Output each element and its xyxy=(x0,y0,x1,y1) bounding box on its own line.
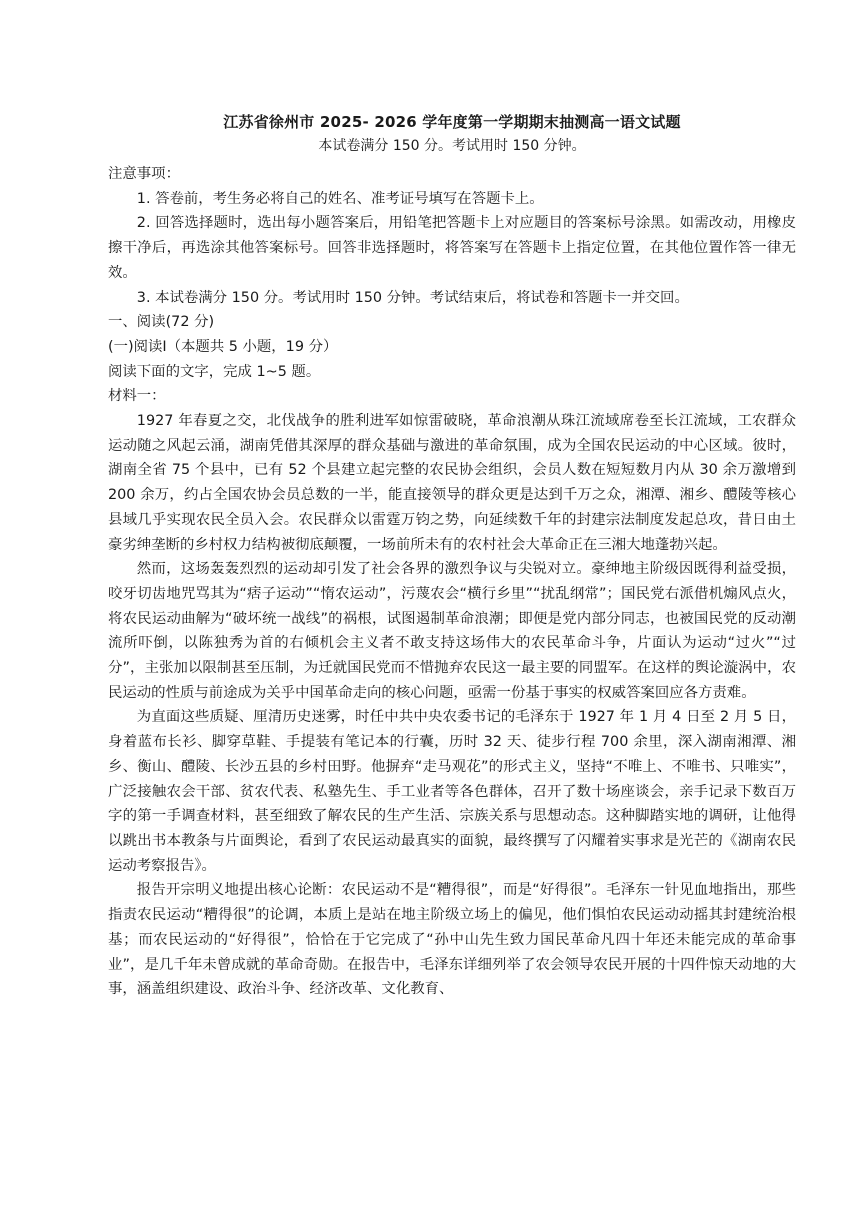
material-label: 材料一： xyxy=(108,388,166,405)
reading-instruction: 阅读下面的文字，完成 1~5 题。 xyxy=(108,363,321,380)
exam-subtitle: 本试卷满分 150 分。考试用时 150 分钟。 xyxy=(318,138,586,154)
exam-page xyxy=(108,110,796,1002)
body-paragraph: 然而，这场轰轰烈烈的运动却引发了社会各界的激烈争议与尖锐对立。豪绅地主阶级因既得利益受损，咬牙切齿地咒骂其为“痞子运动”“惰农运动”，污蔑农会“横行乡里”“扰乱纲常”；国民党右派借机煽风点火，将农民运动曲解为“破坏统一战线”的祸根，试图遏制革命浪潮；即便是党内部分同志，也被国民党的反动潮流所吓倒，以陈独秀为首的右倾机会主义者不敢支持这场伟大的农民革命斗争，片面认为运动“过火”“过分”，主张加以限制甚至压制，为迁就国民党而不惜抛弃农民这一最主要的同盟军。在这样的舆论漩涡中，农民运动的性质与前途成为关乎中国革命走向的核心问题，亟需一份基于事实的权威答案回应各方责难。 xyxy=(108,561,796,701)
notice-item-3: 3. 本试卷满分 150 分。考试用时 150 分钟。考试结束后，将试卷和答题卡一并交回。 xyxy=(136,289,689,306)
notice-item-1: 1. 答卷前，考生务必将自己的姓名、准考证号填写在答题卡上。 xyxy=(136,190,544,207)
notice-heading: 注意事项： xyxy=(108,166,180,182)
body-paragraph: 1927 年春夏之交，北伐战争的胜利进军如惊雷破晓，革命浪潮从珠江流域席卷至长江流域，工农群众运动随之风起云涌，湖南凭借其深厚的群众基础与激进的革命氛围，成为全国农民运动的中心区域。彼时，湖南全省 75 个县中，已有 52 个县建立起完整的农民协会组织，会员人数在短短数月内从 30 余万激增到 200 余万，约占全国农协会员总数的一半，能直接领导的群众更是达到千万之众，湘潭、湘乡、醴陵等核心县域几乎实现农民全员入会。农民群众以雷霆万钧之势，向延续数千年的封建宗法制度发起总攻，昔日由土豪劣绅垄断的乡村权力结构被彻底颠覆，一场前所未有的农村社会大革命正在三湘大地蓬勃兴起。 xyxy=(108,413,796,553)
body-paragraph: 报告开宗明义地提出核心论断：农民运动不是“糟得很”，而是“好得很”。毛泽东一针见血地指出，那些指责农民运动“糟得很”的论调，本质上是站在地主阶级立场上的偏见，他们惧怕农民运动动摇其封建统治根基；而农民运动的“好得很”，恰恰在于它完成了“孙中山先生致力国民革命凡四十年还未能完成的革命事业”，是几千年未曾成就的革命奇勋。在报告中，毛泽东详细列举了农会领导农民开展的十四件惊天动地的大事，涵盖组织建设、政治斗争、经济改革、文化教育、 xyxy=(108,882,796,998)
section-heading: 一、阅读(72 分) xyxy=(108,314,215,331)
body-paragraph: 为直面这些质疑、厘清历史迷雾，时任中共中央农委书记的毛泽东于 1927 年 1 月 4 日至 2 月 5 日，身着蓝布长衫、脚穿草鞋、手提装有笔记本的行囊，历时 32 天、徒步行程 700 余里，深入湖南湘潭、湘乡、衡山、醴陵、长沙五县的乡村田野。他摒弃“走马观花”的形式主义，坚持“不唯上、不唯书、只唯实”，广泛接触农会干部、贫农代表、私塾先生、手工业者等各色群体，召开了数十场座谈会，亲手记录下数百万字的第一手调查材料，甚至细致了解农民的生产生活、宗族关系与思想动态。这种脚踏实地的调研，让他得以跳出书本教条与片面舆论，看到了农民运动最真实的面貌，最终撰写了闪耀着实事求是光芒的《湖南农民运动考察报告》。 xyxy=(108,709,796,874)
subsection-heading: (一)阅读Ⅰ（本题共 5 小题，19 分） xyxy=(108,338,338,355)
exam-title: 江苏省徐州市 2025- 2026 学年度第一学期期末抽测高一语文试题 xyxy=(223,113,681,131)
notice-item-2: 2. 回答选择题时，选出每小题答案后，用铅笔把答题卡上对应题目的答案标号涂黑。如需改动，用橡皮擦干净后，再选涂其他答案标号。回答非选择题时，将答案写在答题卡上指定位置，在其他位置作答一律无效。 xyxy=(108,215,796,281)
